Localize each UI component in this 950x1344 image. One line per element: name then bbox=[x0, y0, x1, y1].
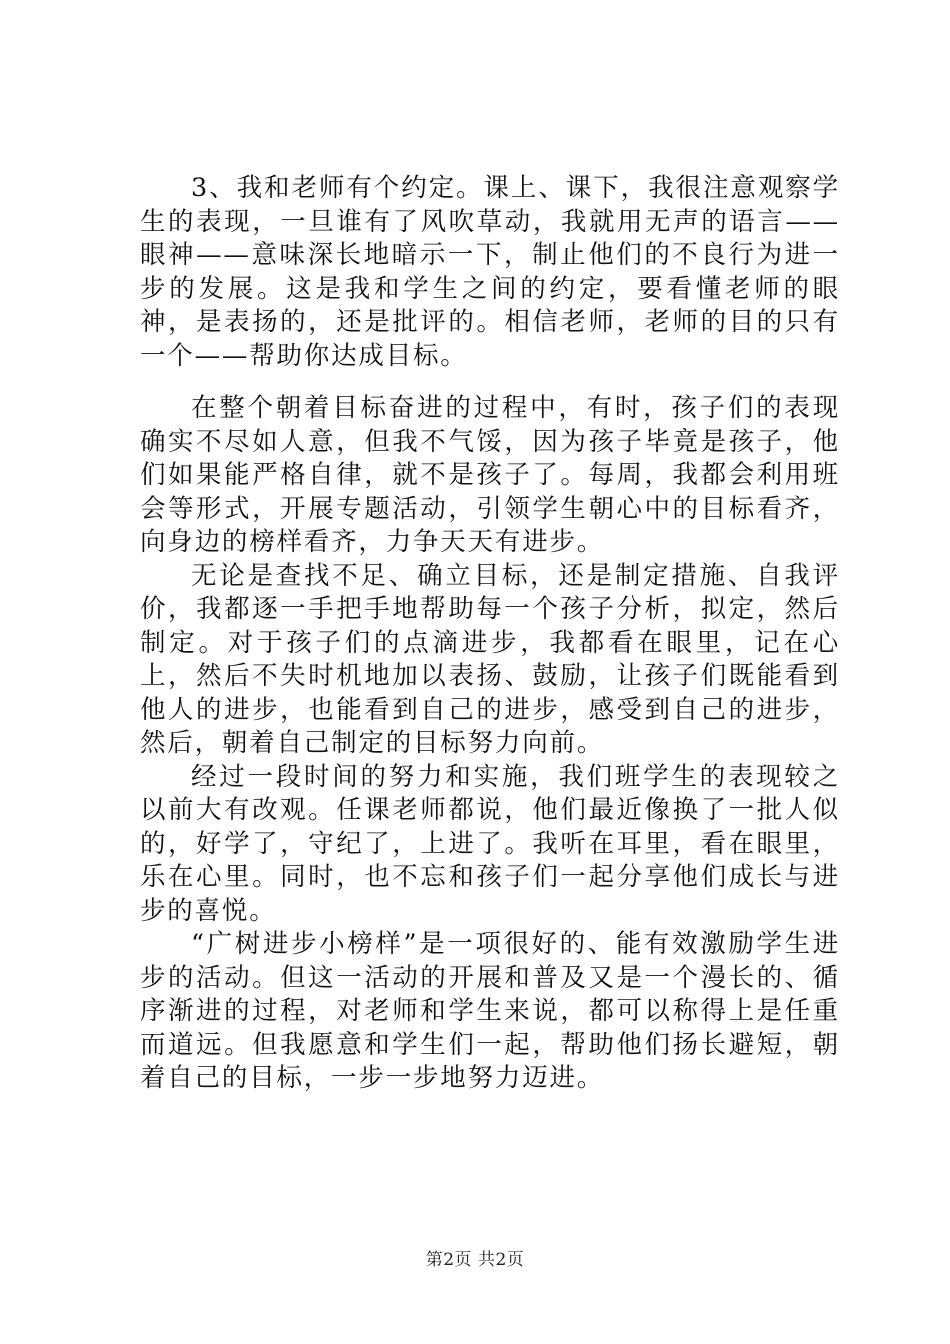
paragraph-guidance: 无论是查找不足、确立目标，还是制定措施、自我评价，我都逐一手把手地帮助每一个孩子分析，拟定，然后制定。对于孩子们的点滴进步，我都看在眼里，记在心上，然后不失时机地加以表扬、鼓励，让孩子们既能看到他人的进步，也能看到自己的进步，感受到自己的进步，然后，朝着自己制定的目标努力向前。 bbox=[140, 560, 840, 758]
document-body bbox=[140, 172, 840, 1096]
paragraph-agreement: 3、我和老师有个约定。课上、课下，我很注意观察学生的表现，一旦谁有了风吹草动，我就用无声的语言——眼神——意味深长地暗示一下，制止他们的不良行为进一步的发展。这是我和学生之间的约定，要看懂老师的眼神，是表扬的，还是批评的。相信老师，老师的目的只有一个——帮助你达成目标。 bbox=[140, 173, 840, 371]
paragraph-results: 经过一段时间的努力和实施，我们班学生的表现较之以前大有改观。任课老师都说，他们最近像换了一批人似的，好学了，守纪了，上进了。我听在耳里，看在眼里，乐在心里。同时，也不忘和孩子们一起分享他们成长与进步的喜悦。 bbox=[140, 761, 840, 926]
paragraph-conclusion: “广树进步小榜样”是一项很好的、能有效激励学生进步的活动。但这一活动的开展和普及又是一个漫长的、循序渐进的过程，对老师和学生来说，都可以称得上是任重而道远。但我愿意和学生们一起，帮助他们扬长避短，朝着自己的目标，一步一步地努力迈进。 bbox=[140, 929, 840, 1093]
page-number-footer: 第2页 共2页 bbox=[425, 1250, 525, 1270]
paragraph-process: 在整个朝着目标奋进的过程中，有时，孩子们的表现确实不尽如人意，但我不气馁，因为孩子毕竟是孩子，他们如果能严格自律，就不是孩子了。每周，我都会利用班会等形式，开展专题活动，引领学生朝心中的目标看齐，向身边的榜样看齐，力争天天有进步。 bbox=[140, 393, 840, 557]
